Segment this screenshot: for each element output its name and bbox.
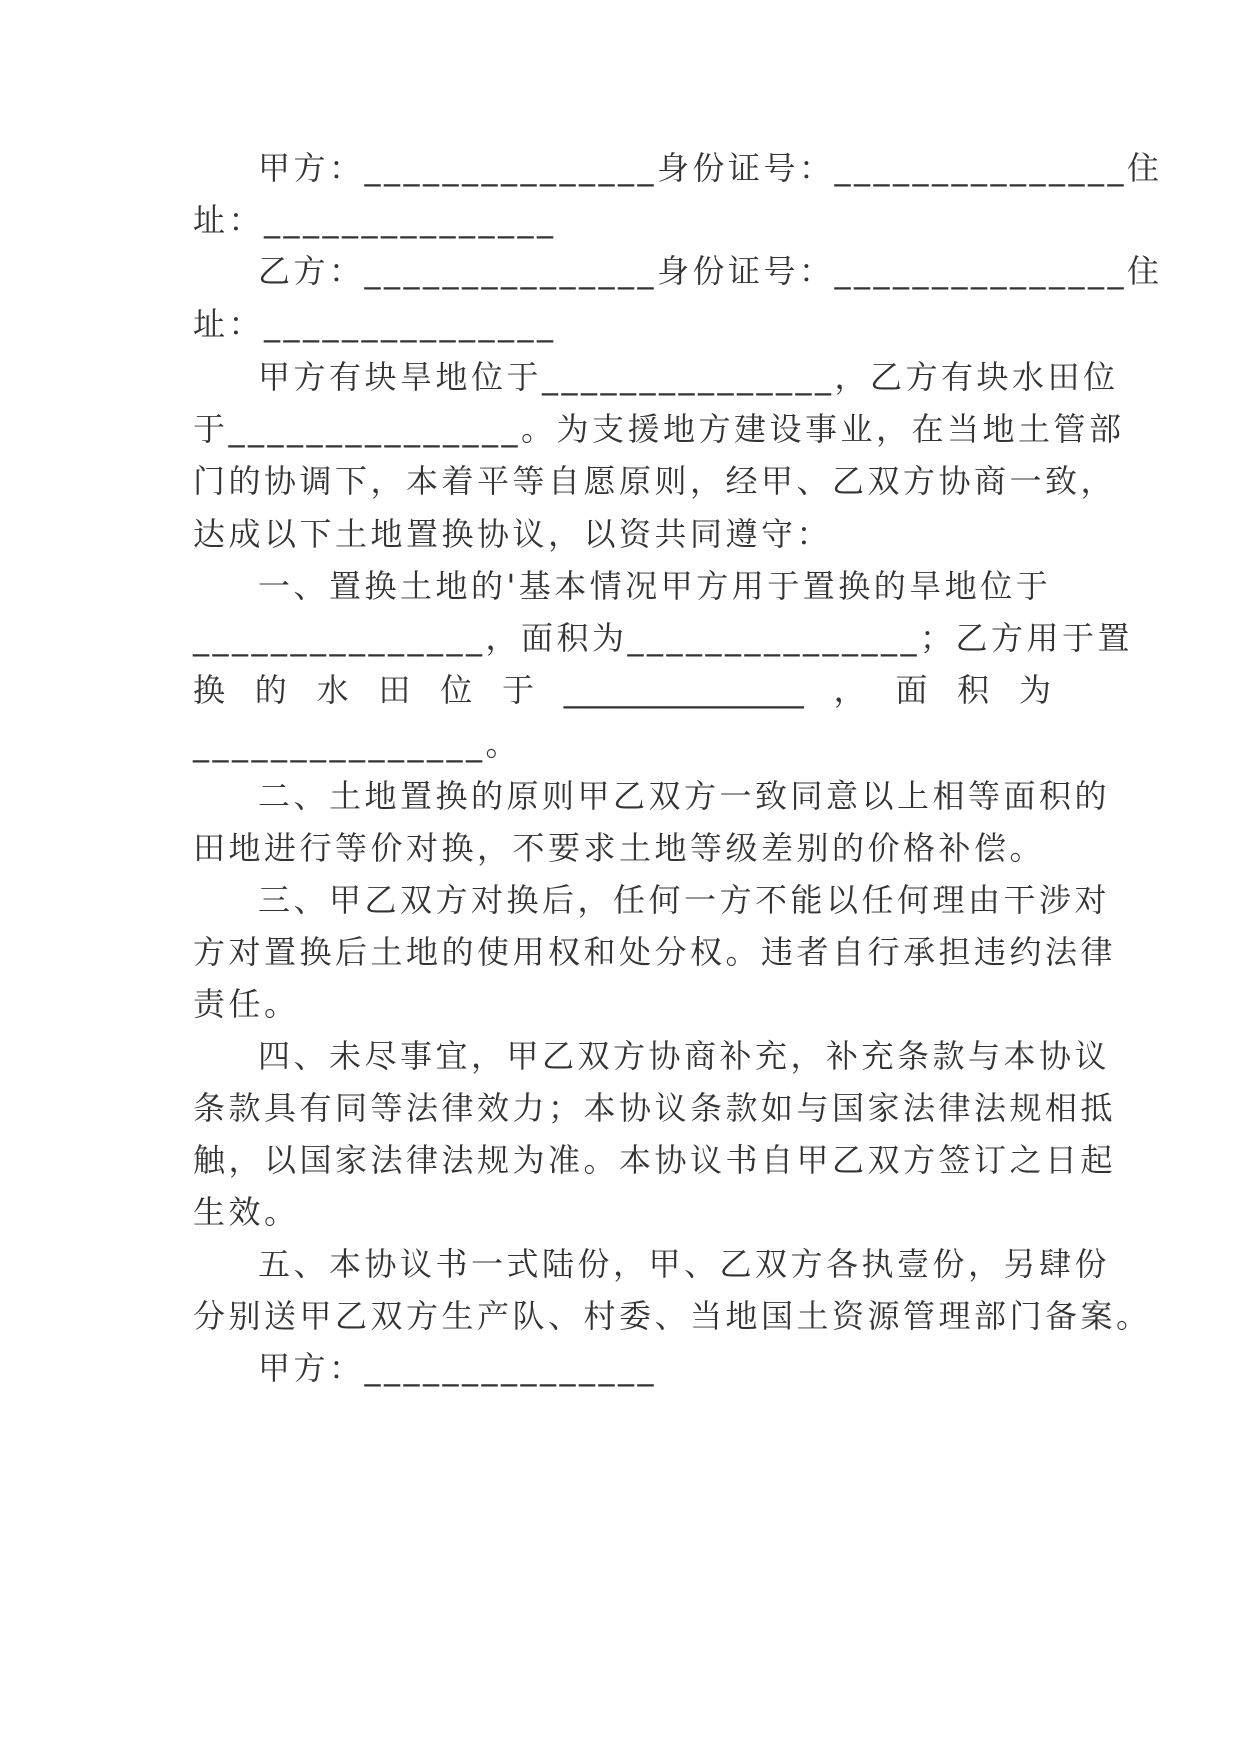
clause-4-line-4: 生效。 — [193, 1193, 300, 1231]
intro-paragraph-line-4: 达成以下土地置换协议，以资共同遵守： — [193, 515, 833, 553]
intro-paragraph-line-1: 甲方有块旱地位于_______________，乙方有块水田位 — [258, 358, 1119, 396]
spread-char: 为 — [1018, 671, 1051, 709]
clause-2-line-2: 田地进行等价对换，不要求土地等级差别的价格补偿。 — [193, 829, 1046, 867]
party-b-line: 乙方：_______________身份证号：_______________住 — [258, 252, 1163, 290]
clause-1-line-3 — [193, 662, 1051, 718]
clause-2-line-1: 二、土地置换的原则甲乙双方一致同意以上相等面积的 — [258, 777, 1111, 815]
spread-char: ， — [833, 671, 866, 709]
blank-field: _______________ — [563, 671, 804, 709]
clause-1-line-2: _______________，面积为_______________；乙方用于置 — [193, 619, 1134, 657]
clause-4-line-3: 触，以国家法律法规为准。本协议书自甲乙双方签订之日起 — [193, 1141, 1117, 1179]
clause-5-line-1: 五、本协议书一式陆份，甲、乙双方各执壹份，另肆份 — [258, 1245, 1111, 1283]
intro-paragraph-line-3: 门的协调下，本着平等自愿原则，经甲、乙双方协商一致， — [193, 462, 1117, 500]
clause-1-line-4: _______________。 — [193, 725, 522, 763]
signature-party-a-line: 甲方：_______________ — [258, 1349, 658, 1387]
spread-char: 位 — [440, 671, 473, 709]
clause-3-line-2: 方对置换后土地的使用权和处分权。违者自行承担违约法律 — [193, 933, 1117, 971]
party-a-line: 甲方：_______________身份证号：_______________住 — [258, 149, 1163, 187]
spread-char: 面 — [895, 671, 928, 709]
party-b-address-line: 址：_______________ — [193, 305, 557, 343]
clause-4-line-1: 四、未尽事宜，甲乙双方协商补充，补充条款与本协议 — [258, 1037, 1111, 1075]
party-a-address-line: 址：_______________ — [193, 201, 557, 239]
clause-3-line-3: 责任。 — [193, 985, 300, 1023]
spread-char: 的 — [254, 671, 287, 709]
spread-char: 田 — [378, 671, 411, 709]
spread-char: 积 — [957, 671, 990, 709]
clause-4-line-2: 条款具有同等法律效力；本协议条款如与国家法律法规相抵 — [193, 1089, 1117, 1127]
clause-1-line-1: 一、置换土地的'基本情况甲方用于置换的旱地位于 — [258, 567, 1052, 605]
spread-char: 于 — [501, 671, 534, 709]
clause-3-line-1: 三、甲乙双方对换后，任何一方不能以任何理由干涉对 — [258, 881, 1111, 919]
spread-char: 水 — [316, 671, 349, 709]
clause-5-line-2: 分别送甲乙双方生产队、村委、当地国土资源管理部门备案。 — [193, 1297, 1152, 1335]
spread-char: 换 — [193, 671, 226, 709]
intro-paragraph-line-2: 于_______________。为支援地方建设事业，在当地土管部 — [193, 410, 1125, 448]
